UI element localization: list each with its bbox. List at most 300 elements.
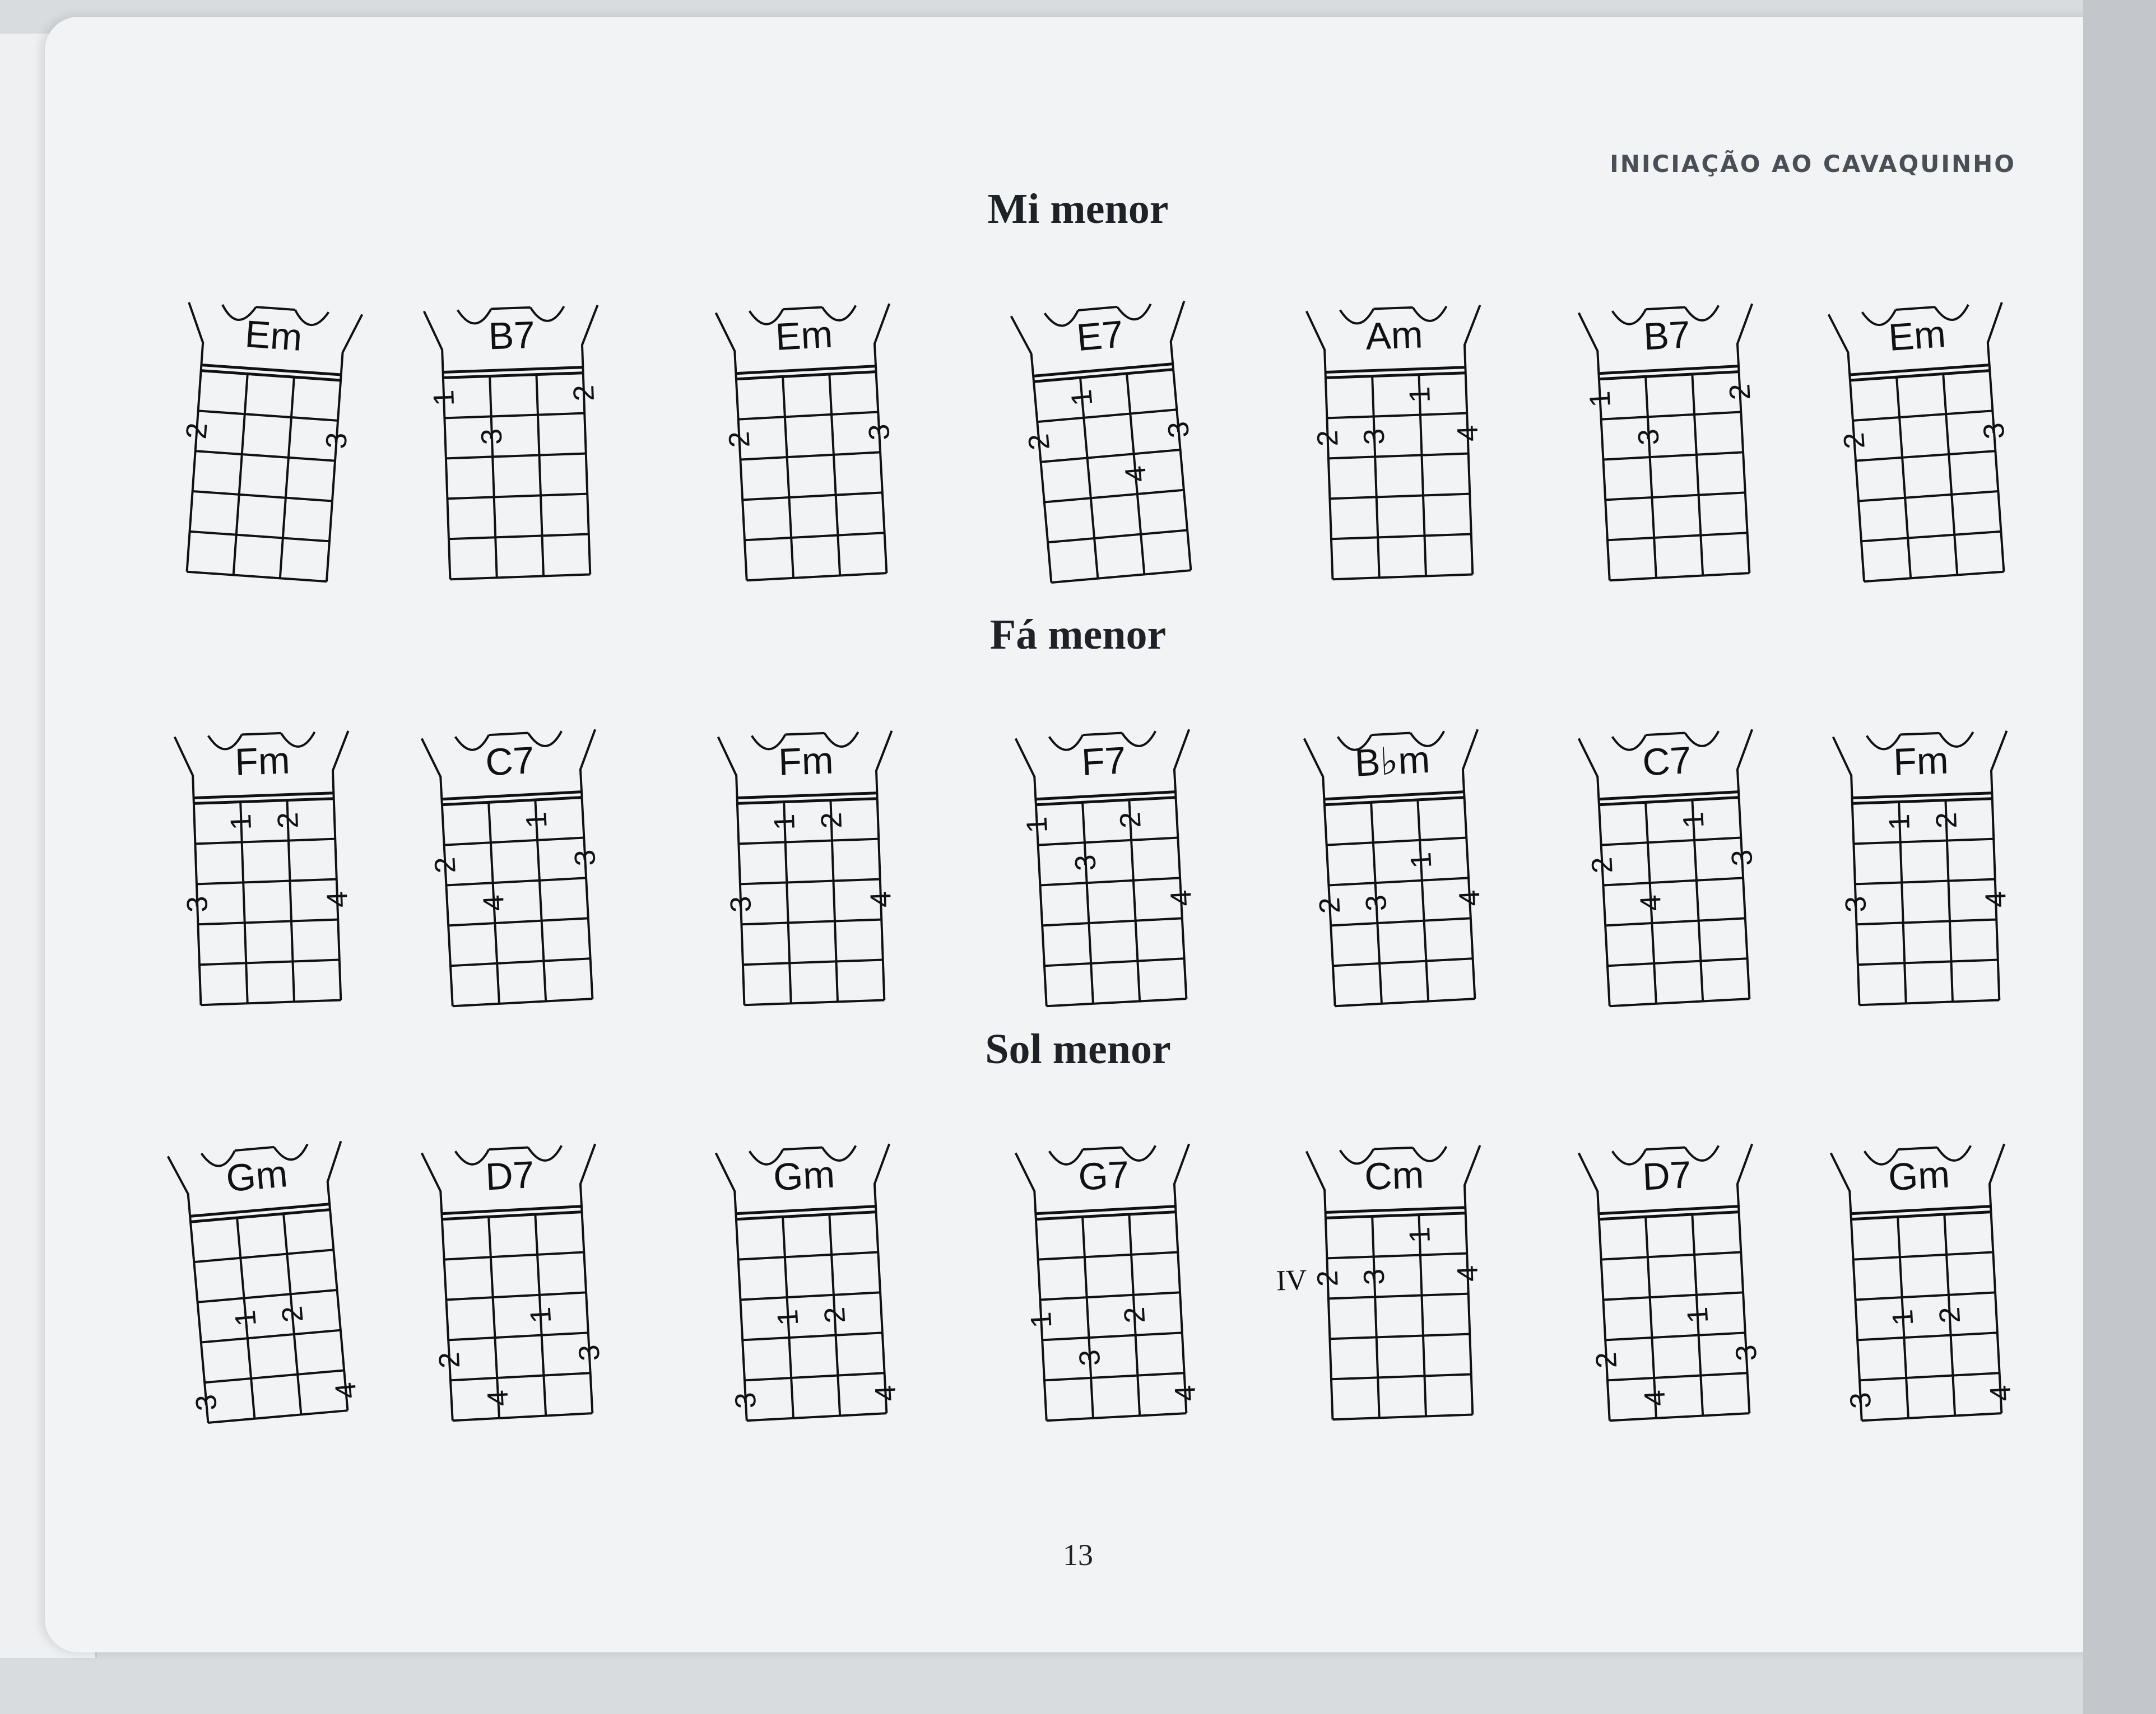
- finger-number: 4: [1451, 1265, 1485, 1283]
- string-line: [1739, 372, 1750, 574]
- chord-diagram-2-3: [1009, 1121, 1210, 1445]
- finger-number: 3: [568, 849, 602, 867]
- fret-line: [1861, 532, 2001, 541]
- string-line: [1692, 800, 1703, 1002]
- nut-line: [1326, 1208, 1466, 1213]
- fret-line: [1855, 879, 1995, 884]
- finger-number: 1: [1065, 388, 1099, 407]
- finger-number: 1: [1403, 386, 1437, 404]
- finger-number: 3: [1074, 1349, 1107, 1367]
- string-line: [1851, 1219, 1862, 1421]
- finger-number: 4: [1979, 891, 2013, 909]
- finger-number: 1: [1883, 813, 1917, 831]
- finger-number: 1: [428, 389, 461, 407]
- fret-line: [1040, 1292, 1180, 1300]
- fret-line: [1044, 490, 1184, 502]
- finger-number: 2: [1590, 1351, 1624, 1370]
- background-surface: [2083, 0, 2156, 1714]
- string-line: [187, 371, 201, 572]
- finger-number: 3: [1730, 1344, 1763, 1362]
- chord-name: Em: [774, 313, 834, 358]
- running-header: INICIAÇÃO AO CAVAQUINHO: [1610, 150, 2016, 178]
- string-line: [240, 802, 248, 1004]
- fret-line: [741, 920, 881, 925]
- nut-line: [737, 793, 877, 798]
- fret-line: [744, 1000, 884, 1005]
- finger-number: 3: [1360, 894, 1393, 912]
- finger-number: 1: [768, 813, 802, 831]
- fret-line: [1856, 451, 1995, 460]
- fret-line: [444, 838, 584, 845]
- chord-diagram-1-6: [1827, 708, 2022, 1028]
- string-line: [1739, 1212, 1750, 1414]
- finger-number: 2: [1311, 1269, 1345, 1287]
- page-number: 13: [1063, 1538, 1093, 1572]
- fret-line: [208, 1410, 347, 1423]
- fret-line: [1855, 1292, 1995, 1300]
- finger-number: 3: [181, 895, 215, 913]
- string-line: [583, 373, 591, 575]
- string-line: [1692, 374, 1703, 576]
- fret-line: [1044, 1373, 1184, 1380]
- fret-line: [1610, 1413, 1750, 1420]
- fret-line: [745, 1373, 885, 1380]
- finger-number: 2: [815, 812, 848, 830]
- chord-name: B7: [1642, 313, 1692, 358]
- fret-line: [1610, 573, 1750, 580]
- finger-number: 1: [1681, 1306, 1714, 1324]
- fret-line: [1603, 1292, 1743, 1300]
- finger-number: 3: [729, 1391, 763, 1410]
- nut-line: [1326, 373, 1466, 378]
- chord-name: D7: [484, 1153, 536, 1199]
- string-line: [1945, 800, 1953, 1002]
- chord-name: B7: [487, 313, 536, 358]
- string-line: [1036, 805, 1047, 1007]
- finger-number: 4: [1164, 889, 1198, 907]
- fret-line: [190, 532, 329, 541]
- fret-line: [199, 960, 340, 965]
- string-line: [1419, 1215, 1426, 1417]
- nut-line: [194, 793, 334, 798]
- string-line: [1646, 376, 1656, 578]
- fret-line: [740, 452, 880, 459]
- fret-line: [1853, 411, 1992, 420]
- chord-diagram-2-2: [709, 1121, 910, 1445]
- fret-line: [1860, 1373, 2000, 1380]
- string-line: [1326, 378, 1333, 579]
- chord-diagram-1-4: [1298, 707, 1499, 1030]
- chord-diagram-2-1: [415, 1121, 616, 1445]
- fret-line: [740, 1292, 880, 1300]
- finger-number: 2: [271, 812, 305, 830]
- fret-line: [198, 920, 338, 925]
- finger-number: 1: [1025, 1311, 1058, 1329]
- fret-line: [1605, 1333, 1745, 1340]
- string-line: [1646, 1217, 1656, 1418]
- nut-line: [1852, 793, 1992, 798]
- finger-number: 2: [1586, 856, 1619, 874]
- fret-line: [1857, 1333, 1997, 1340]
- string-line: [234, 374, 248, 575]
- string-line: [1176, 1212, 1187, 1414]
- fret-line: [1853, 1252, 1994, 1260]
- chord-name: E7: [1075, 313, 1126, 360]
- string-line: [1599, 805, 1610, 1007]
- fret-line: [1330, 494, 1470, 499]
- nut-line: [443, 367, 583, 372]
- fret-line: [1856, 920, 1996, 925]
- fret-line: [1607, 533, 1748, 540]
- string-line: [783, 376, 793, 578]
- finger-number: 2: [1837, 431, 1871, 450]
- finger-number: 3: [1844, 1391, 1878, 1410]
- string-line: [829, 374, 840, 576]
- fret-line: [187, 572, 327, 581]
- fret-line: [1607, 1373, 1748, 1380]
- string-line: [1372, 376, 1379, 578]
- finger-number: 3: [1725, 849, 1759, 867]
- chord-name: Em: [243, 313, 304, 359]
- string-line: [535, 800, 546, 1002]
- finger-number: 1: [1020, 816, 1054, 834]
- fret-line: [1601, 838, 1741, 845]
- finger-number: 4: [320, 891, 354, 909]
- chord-diagram-2-5: [1572, 1121, 1773, 1445]
- chord-name: Fm: [1892, 739, 1949, 784]
- fret-line: [1047, 999, 1187, 1006]
- string-line: [1990, 371, 2004, 572]
- fret-line: [743, 960, 883, 965]
- fret-line: [1048, 530, 1187, 542]
- string-line: [443, 378, 450, 579]
- finger-number: 1: [225, 813, 258, 831]
- fret-line: [196, 451, 335, 460]
- chord-diagram-0-1: [417, 282, 613, 602]
- string-line: [490, 376, 497, 578]
- string-line: [287, 800, 294, 1002]
- finger-number: 4: [1119, 464, 1153, 484]
- fret-line: [1042, 1333, 1182, 1340]
- fret-line: [453, 1413, 593, 1420]
- finger-number: 4: [477, 894, 511, 912]
- chord-name: D7: [1641, 1153, 1693, 1199]
- string-line: [736, 379, 747, 581]
- finger-number: 1: [1403, 1226, 1437, 1244]
- nut-line: [1852, 799, 1992, 804]
- fret-line: [1607, 958, 1748, 966]
- fret-line: [198, 1290, 337, 1302]
- finger-number: 2: [1723, 383, 1757, 401]
- fret-line: [201, 1000, 341, 1005]
- fret-line: [446, 878, 586, 885]
- finger-number: 1: [1886, 1308, 1920, 1327]
- chord-diagram-2-0: [160, 1119, 372, 1447]
- string-line: [1326, 1218, 1333, 1419]
- finger-number: 3: [1358, 427, 1391, 445]
- finger-number: 2: [1313, 896, 1347, 915]
- fret-line: [1601, 412, 1741, 420]
- string-line: [1943, 374, 1957, 575]
- finger-number: 4: [1453, 889, 1487, 907]
- chord-name: Em: [1887, 313, 1948, 359]
- chord-name: C7: [484, 739, 536, 784]
- string-line: [1419, 375, 1426, 576]
- fret-line: [1605, 918, 1745, 925]
- chord-diagram-0-0: [163, 280, 369, 606]
- fret-line: [747, 1413, 887, 1420]
- string-line: [1599, 1219, 1610, 1421]
- fret-line: [197, 879, 337, 884]
- finger-number: 4: [864, 891, 898, 909]
- string-line: [1418, 800, 1428, 1002]
- finger-number: 3: [1069, 854, 1103, 872]
- fret-line: [1051, 570, 1191, 583]
- fret-line: [444, 1252, 584, 1260]
- section-title-mi-menor: Mi menor: [987, 185, 1169, 232]
- chord-name: C7: [1641, 739, 1693, 784]
- chord-diagram-0-2: [709, 281, 910, 604]
- string-line: [736, 1219, 747, 1421]
- fret-line: [448, 1333, 588, 1340]
- finger-number: 4: [1984, 1384, 2018, 1403]
- string-line: [280, 377, 294, 578]
- string-line: [1034, 381, 1051, 583]
- finger-number: 3: [1358, 1268, 1391, 1286]
- finger-number: 2: [276, 1305, 310, 1324]
- chord-name: Fm: [777, 739, 834, 784]
- fret-line: [450, 958, 591, 966]
- fret-line: [1327, 413, 1467, 418]
- fret-line: [1042, 918, 1182, 925]
- string-line: [876, 372, 887, 574]
- fret-line: [201, 1330, 341, 1343]
- fret-line: [1040, 878, 1180, 885]
- finger-number: 4: [1638, 1389, 1672, 1407]
- fret-line: [447, 494, 587, 499]
- fret-line: [740, 879, 880, 884]
- string-line: [190, 1222, 208, 1423]
- string-line: [1850, 380, 1864, 581]
- finger-number: 4: [1169, 1384, 1202, 1403]
- finger-number: 2: [1113, 811, 1147, 829]
- fret-line: [1862, 1413, 2002, 1420]
- finger-number: 1: [1404, 851, 1438, 869]
- fret-line: [1853, 839, 1994, 844]
- position-label: IV: [1275, 1264, 1308, 1297]
- string-line: [582, 1212, 593, 1414]
- nut-line: [194, 799, 334, 804]
- fret-line: [1859, 1000, 1999, 1005]
- section-title-sol-menor: Sol menor: [985, 1026, 1171, 1073]
- fret-line: [1330, 1334, 1470, 1339]
- fret-line: [1044, 958, 1184, 966]
- fret-line: [1335, 999, 1475, 1006]
- string-line: [489, 1217, 499, 1418]
- fret-line: [1605, 492, 1745, 500]
- fret-line: [1858, 960, 1998, 965]
- finger-number: 4: [481, 1389, 515, 1407]
- chord-diagram-1-0: [168, 708, 364, 1028]
- fret-line: [1038, 838, 1178, 845]
- chord-diagram-0-4: [1300, 282, 1495, 602]
- finger-number: 1: [229, 1308, 263, 1328]
- chord-name: G7: [1077, 1153, 1131, 1199]
- chord-diagram-1-2: [712, 708, 907, 1028]
- string-line: [1466, 1213, 1473, 1415]
- finger-number: 2: [818, 1306, 852, 1324]
- fret-line: [742, 1333, 882, 1340]
- fret-line: [745, 533, 885, 540]
- chord-name: Gm: [772, 1153, 836, 1199]
- chord-name: F7: [1080, 739, 1127, 784]
- finger-number: 3: [189, 1393, 224, 1413]
- chord-diagram-0-6: [1822, 280, 2028, 606]
- finger-number: 2: [1930, 812, 1963, 830]
- fret-line: [1038, 1252, 1178, 1260]
- string-line: [1899, 802, 1906, 1004]
- fret-line: [1331, 534, 1471, 539]
- fret-line: [1332, 574, 1472, 579]
- finger-number: 4: [1634, 894, 1668, 912]
- string-line: [784, 802, 791, 1004]
- string-line: [582, 798, 593, 999]
- string-line: [1129, 800, 1140, 1002]
- string-line: [1599, 379, 1610, 581]
- fret-line: [446, 454, 586, 459]
- finger-number: 2: [1933, 1306, 1967, 1324]
- fret-line: [738, 839, 879, 844]
- finger-number: 3: [475, 427, 509, 445]
- finger-number: 3: [573, 1344, 606, 1362]
- fret-line: [446, 1292, 586, 1300]
- string-line: [536, 375, 543, 576]
- nut-line: [737, 799, 877, 804]
- fret-line: [1328, 454, 1469, 459]
- fret-line: [742, 492, 882, 500]
- finger-number: 2: [433, 1351, 467, 1370]
- finger-number: 3: [320, 431, 354, 450]
- finger-number: 1: [1583, 390, 1617, 408]
- fret-line: [1327, 838, 1467, 845]
- string-line: [1739, 798, 1750, 999]
- string-line: [830, 800, 838, 1002]
- chord-name: Gm: [224, 1152, 290, 1200]
- fret-line: [449, 534, 589, 539]
- finger-number: 2: [723, 430, 756, 449]
- chord-diagram-2-6: [1824, 1121, 2025, 1445]
- finger-number: 3: [1977, 421, 2011, 440]
- fret-line: [1328, 878, 1469, 885]
- chord-diagram-2-4: [1275, 1123, 1495, 1442]
- string-line: [1082, 1217, 1093, 1418]
- finger-number: 2: [1022, 432, 1057, 451]
- finger-number: 2: [180, 421, 214, 440]
- nut-line: [1326, 367, 1466, 372]
- chord-name: Fm: [234, 739, 291, 784]
- fret-line: [453, 999, 593, 1006]
- section-title-fa-menor: Fá menor: [989, 611, 1167, 658]
- string-line: [327, 380, 341, 581]
- finger-number: 3: [1632, 428, 1666, 446]
- fret-line: [194, 1250, 333, 1262]
- fret-line: [1332, 1414, 1472, 1419]
- finger-number: 2: [567, 384, 601, 402]
- string-line: [442, 805, 453, 1007]
- fret-line: [1603, 878, 1743, 885]
- chord-diagram-1-5: [1572, 707, 1773, 1030]
- finger-number: 3: [1839, 895, 1873, 913]
- fret-line: [195, 839, 335, 844]
- string-line: [1080, 378, 1098, 579]
- string-line: [1466, 373, 1473, 575]
- finger-number: 3: [1161, 420, 1196, 440]
- fret-line: [1601, 1252, 1741, 1260]
- finger-number: 3: [862, 423, 896, 441]
- fret-line: [1333, 958, 1473, 966]
- fret-line: [444, 413, 584, 418]
- chord-name: Am: [1365, 313, 1424, 358]
- string-line: [1082, 802, 1093, 1004]
- fret-line: [738, 1252, 879, 1260]
- chord-diagram-0-3: [1003, 278, 1215, 607]
- fret-line: [1047, 1413, 1187, 1420]
- fret-line: [738, 412, 879, 420]
- fret-line: [1041, 450, 1181, 462]
- fret-line: [450, 574, 590, 579]
- fret-line: [205, 1370, 344, 1382]
- finger-number: 4: [329, 1381, 363, 1400]
- chord-name: Cm: [1364, 1153, 1425, 1198]
- chord-diagram-0-5: [1572, 281, 1773, 604]
- chord-name: B♭m: [1354, 738, 1431, 785]
- fret-line: [193, 491, 332, 501]
- chord-diagram-1-3: [1009, 707, 1210, 1030]
- fret-line: [1037, 409, 1177, 422]
- string-line: [1991, 1212, 2002, 1414]
- string-line: [330, 1210, 347, 1411]
- fret-line: [198, 411, 338, 420]
- fret-line: [1327, 1254, 1467, 1259]
- finger-number: 1: [1676, 811, 1711, 829]
- fret-line: [448, 918, 588, 925]
- finger-number: 3: [724, 895, 758, 913]
- finger-number: 2: [1311, 429, 1345, 447]
- fret-line: [450, 1373, 591, 1380]
- finger-number: 1: [772, 1308, 805, 1327]
- string-line: [1897, 377, 1911, 578]
- string-line: [1173, 370, 1191, 571]
- string-line: [442, 1219, 453, 1421]
- chord-diagram-1-1: [415, 707, 616, 1030]
- string-line: [876, 1212, 887, 1414]
- chord-name: Gm: [1887, 1153, 1951, 1199]
- finger-number: 2: [1118, 1306, 1151, 1324]
- fret-line: [1858, 491, 1998, 501]
- fret-line: [1331, 1375, 1471, 1380]
- nut-line: [443, 373, 583, 378]
- finger-number: 1: [519, 811, 554, 829]
- string-line: [1372, 1217, 1379, 1418]
- fret-line: [1864, 572, 2004, 581]
- finger-number: 2: [429, 856, 462, 874]
- fret-line: [1610, 999, 1750, 1006]
- fret-line: [1603, 452, 1743, 459]
- fret-line: [1331, 918, 1471, 925]
- fret-line: [747, 573, 887, 580]
- finger-number: 4: [1451, 425, 1485, 443]
- nut-line: [1326, 1213, 1466, 1218]
